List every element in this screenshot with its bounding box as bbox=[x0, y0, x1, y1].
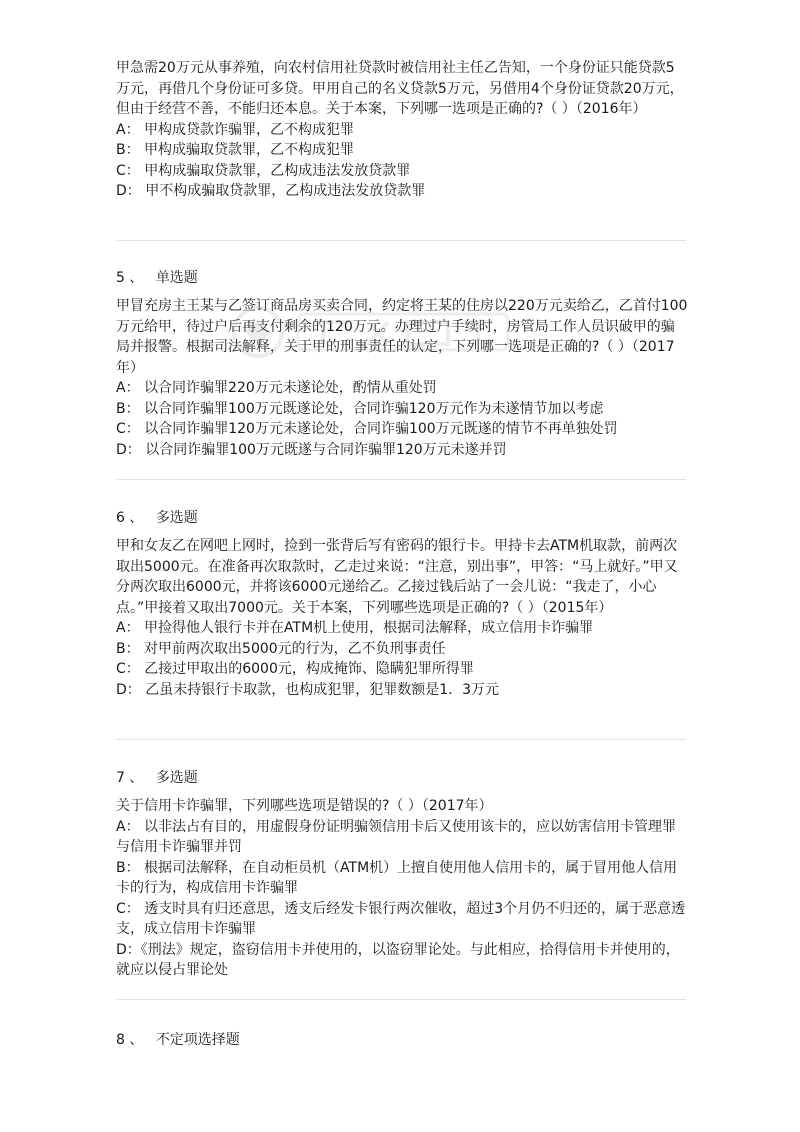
question-prev bbox=[116, 58, 688, 202]
option-b: B： 根据司法解释，在自动柜员机（ATM机）上擅自使用他人信用卡的，属于冒用他人信用卡的行为，构成信用卡诈骗罪 bbox=[116, 859, 678, 896]
question-6 bbox=[116, 508, 688, 700]
question-header bbox=[116, 508, 688, 528]
divider bbox=[116, 240, 686, 241]
question-number: 7 、 bbox=[116, 770, 144, 786]
option-b: B： 对甲前两次取出5000元的行为，乙不负刑事责任 bbox=[116, 640, 446, 657]
question-type: 多选题 bbox=[155, 770, 198, 786]
question-stem: 甲冒充房主王某与乙签订商品房买卖合同，约定将王某的住房以220万元卖给乙，乙首付100万元给甲，待过户后再支付剩余的120万元。办理过户手续时，房管局工作人员识破甲的骗局并报警。根据司法解释，关于甲的刑事责任的认定，下列哪一选项是正确的?（ ）（2017年） bbox=[116, 298, 688, 376]
question-header bbox=[116, 1030, 688, 1050]
option-d: D： 以合同诈骗罪100万元既遂与合同诈骗罪120万元未遂并罚 bbox=[116, 441, 507, 458]
question-header bbox=[116, 268, 688, 288]
option-c: C： 透支时具有归还意思，透支后经发卡银行两次催收，超过3个月仍不归还的，属于恶意透支，成立信用卡诈骗罪 bbox=[116, 900, 686, 937]
option-c: C： 以合同诈骗罪120万元未遂论处，合同诈骗100万元既遂的情节不再单独处罚 bbox=[116, 421, 618, 437]
option-a: A： 以合同诈骗罪220万元未遂论处，酌情从重处罚 bbox=[116, 380, 437, 396]
question-number: 5 、 bbox=[116, 270, 144, 286]
option-c: C： 乙接过甲取出的6000元，构成掩饰、隐瞒犯罪所得罪 bbox=[116, 661, 474, 677]
option-d: D： 甲不构成骗取贷款罪，乙构成违法发放贷款罪 bbox=[116, 183, 426, 199]
question-stem: 甲和女友乙在网吧上网时，捡到一张背后写有密码的银行卡。甲持卡去ATM机取款，前两次取出5000元。在准备再次取款时，乙走过来说：“注意，别出事”，甲答：“马上就好。”甲又分两次取出6000元，并将该6000元递给乙。乙接过钱后站了一会儿说：“我走了，小心点。”甲接着又取出7000元。关于本案，下列哪些选项是正确的?（ ）（2015年） bbox=[116, 538, 678, 616]
question-type: 多选题 bbox=[155, 510, 198, 526]
question-header bbox=[116, 768, 688, 788]
question-8 bbox=[116, 1030, 688, 1058]
option-a: A： 甲捡得他人银行卡并在ATM机上使用，根据司法解释，成立信用卡诈骗罪 bbox=[116, 620, 594, 636]
option-a: A： 甲构成贷款诈骗罪，乙不构成犯罪 bbox=[116, 121, 355, 138]
option-c: C： 甲构成骗取贷款罪，乙构成违法发放贷款罪 bbox=[116, 162, 411, 179]
option-d: D： 乙虽未持银行卡取款，也构成犯罪，犯罪数额是1．3万元 bbox=[116, 681, 500, 698]
question-stem: 关于信用卡诈骗罪，下列哪些选项是错误的?（ ）（2017年） bbox=[116, 798, 493, 814]
option-b: B： 甲构成骗取贷款罪，乙不构成犯罪 bbox=[116, 142, 355, 158]
question-number: 6 、 bbox=[116, 510, 144, 526]
question-type: 单选题 bbox=[155, 270, 198, 286]
divider bbox=[116, 999, 686, 1000]
option-a: A： 以非法占有目的，用虚假身份证明骗领信用卡后又使用该卡的，应以妨害信用卡管理罪与信用卡诈骗罪并罚 bbox=[116, 818, 677, 855]
question-stem: 甲急需20万元从事养殖，向农村信用社贷款时被信用社主任乙告知，一个身份证只能贷款5万元，再借几个身份证可多贷。甲用自己的名义贷款5万元，另借用4个身份证贷款20万元，但由于经营不善，不能归还本息。关于本案，下列哪一选项是正确的?（ ）（2016年） bbox=[116, 60, 684, 117]
divider bbox=[116, 739, 686, 740]
question-number: 8 、 bbox=[116, 1032, 144, 1048]
question-type: 不定项选择题 bbox=[155, 1032, 240, 1048]
question-5 bbox=[116, 268, 688, 460]
question-7 bbox=[116, 768, 688, 981]
option-d: D：《刑法》规定，盗窃信用卡并使用的，以盗窃罪论处。与此相应，拾得信用卡并使用的，就应以侵占罪论处 bbox=[116, 941, 680, 978]
option-b: B： 以合同诈骗罪100万元既遂论处，合同诈骗120万元作为未遂情节加以考虑 bbox=[116, 400, 604, 417]
divider bbox=[116, 479, 686, 480]
